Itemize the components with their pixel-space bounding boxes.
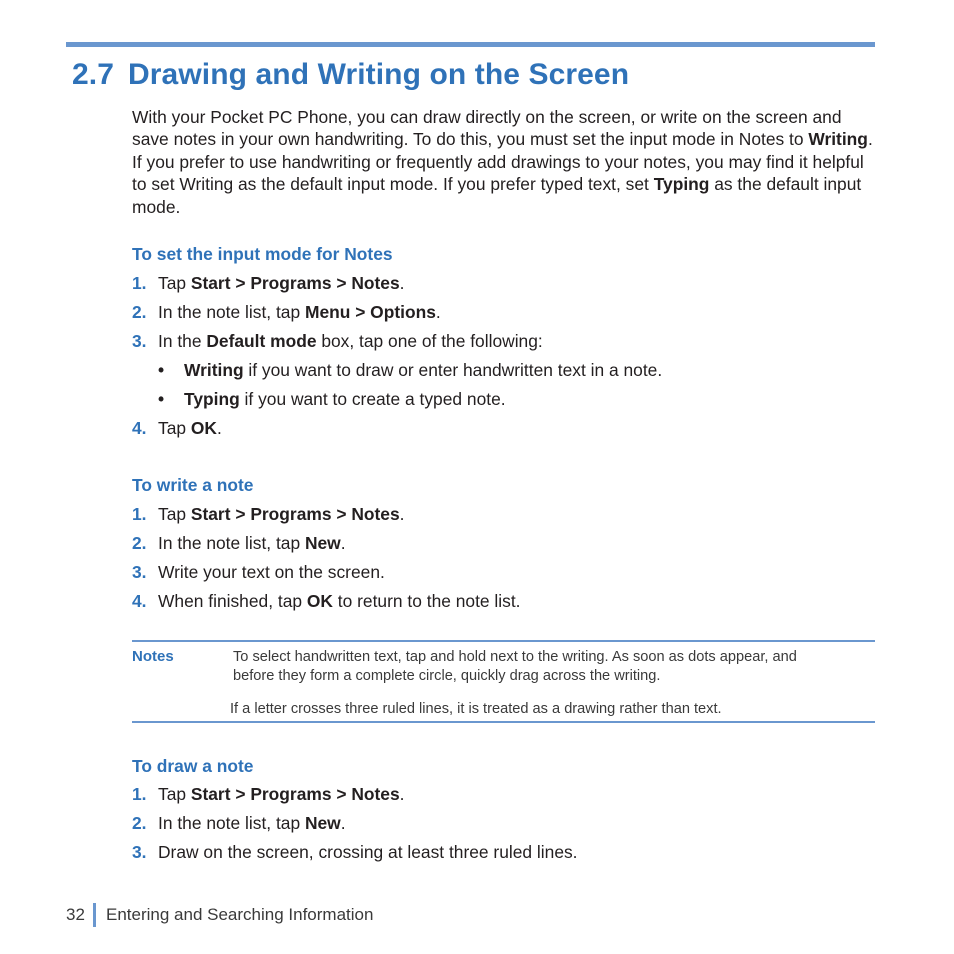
step-text: Draw on the screen, crossing at least three ruled lines. bbox=[158, 842, 578, 862]
step-bold: Start > Programs > Notes bbox=[190, 504, 400, 524]
notes-top-rule bbox=[132, 640, 875, 642]
bullet-icon: • bbox=[158, 389, 165, 409]
intro-bold-writing: Writing bbox=[808, 129, 868, 150]
list-item bbox=[132, 591, 521, 612]
step-text: Tap bbox=[158, 273, 191, 293]
list-item bbox=[132, 302, 441, 323]
bullet-item bbox=[158, 360, 662, 381]
list-item bbox=[132, 562, 385, 583]
step-text: . bbox=[399, 784, 405, 804]
step-text: . bbox=[340, 813, 346, 833]
step-text: Tap bbox=[158, 418, 191, 438]
step-text: to return to the note list. bbox=[332, 591, 521, 611]
step-bold: Menu > Options bbox=[304, 302, 436, 322]
bullet-bold: Writing bbox=[184, 360, 244, 380]
step-number: 2. bbox=[132, 302, 147, 322]
notes-text-1: To select handwritten text, tap and hold next to the writing. As soon as dots appear, and bbox=[233, 649, 797, 665]
notes-text-3: If a letter crosses three ruled lines, it is treated as a drawing rather than text. bbox=[230, 701, 722, 717]
step-number: 1. bbox=[132, 784, 147, 804]
step-text: . bbox=[216, 418, 222, 438]
list-item bbox=[132, 273, 404, 294]
step-number: 2. bbox=[132, 813, 147, 833]
heading-set-input-mode: To set the input mode for Notes bbox=[132, 244, 393, 264]
top-rule bbox=[66, 42, 875, 47]
step-number: 4. bbox=[132, 591, 147, 611]
bullet-icon: • bbox=[158, 360, 165, 380]
step-text: . bbox=[340, 533, 346, 553]
step-text: Tap bbox=[158, 784, 191, 804]
step-bold: Start > Programs > Notes bbox=[190, 273, 400, 293]
step-bold: OK bbox=[306, 591, 333, 611]
step-text: In the note list, tap bbox=[158, 302, 305, 322]
step-bold: OK bbox=[190, 418, 217, 438]
step-number: 3. bbox=[132, 331, 147, 351]
intro-text-3: as the default input mode. bbox=[132, 174, 862, 217]
step-number: 3. bbox=[132, 562, 147, 582]
step-bold: Default mode bbox=[206, 331, 317, 351]
heading-write-note: To write a note bbox=[132, 475, 254, 495]
bullet-item bbox=[158, 389, 506, 410]
bullet-text: if you want to draw or enter handwritten text in a note. bbox=[243, 360, 663, 380]
step-bold: Start > Programs > Notes bbox=[190, 784, 400, 804]
step-text: When finished, tap bbox=[158, 591, 307, 611]
step-text: Tap bbox=[158, 504, 191, 524]
step-bold: New bbox=[304, 533, 341, 553]
step-number: 2. bbox=[132, 533, 147, 553]
notes-label: Notes bbox=[132, 648, 174, 665]
notes-text-2: before they form a complete circle, quickly drag across the writing. bbox=[233, 668, 661, 684]
step-text: box, tap one of the following: bbox=[316, 331, 543, 351]
list-item bbox=[132, 533, 346, 554]
list-item bbox=[132, 331, 543, 352]
list-item bbox=[132, 813, 346, 834]
footer-divider bbox=[93, 903, 96, 927]
step-text: . bbox=[399, 504, 405, 524]
step-text: . bbox=[435, 302, 441, 322]
step-text: . bbox=[399, 273, 405, 293]
notes-bottom-rule bbox=[132, 721, 875, 723]
step-text: In the note list, tap bbox=[158, 533, 305, 553]
intro-bold-typing: Typing bbox=[653, 174, 710, 195]
chapter-title: Entering and Searching Information bbox=[106, 905, 374, 924]
step-number: 4. bbox=[132, 418, 147, 438]
intro-text-1: With your Pocket PC Phone, you can draw directly on the screen, or write on the screen and save notes in your own handwriting. To do this, you must set the input mode in Notes to bbox=[132, 107, 842, 150]
step-text: Write your text on the screen. bbox=[158, 562, 385, 582]
bullet-text: if you want to create a typed note. bbox=[239, 389, 506, 409]
step-number: 3. bbox=[132, 842, 147, 862]
step-text: In the bbox=[158, 331, 207, 351]
section-title: Drawing and Writing on the Screen bbox=[128, 58, 630, 91]
step-number: 1. bbox=[132, 273, 147, 293]
list-item bbox=[132, 418, 222, 439]
page-title bbox=[72, 58, 629, 92]
intro-text-2: . If you prefer to use handwriting or frequently add drawings to your notes, you may find it helpful to set Writing as the default input mode. If you prefer typed text, set bbox=[132, 129, 873, 195]
bullet-bold: Typing bbox=[184, 389, 240, 409]
list-item bbox=[132, 842, 578, 863]
step-text: In the note list, tap bbox=[158, 813, 305, 833]
step-bold: New bbox=[304, 813, 341, 833]
step-number: 1. bbox=[132, 504, 147, 524]
list-item bbox=[132, 784, 404, 805]
section-number: 2.7 bbox=[72, 58, 115, 91]
list-item bbox=[132, 504, 404, 525]
heading-draw-note: To draw a note bbox=[132, 756, 254, 776]
page-number: 32 bbox=[66, 905, 85, 924]
intro-paragraph bbox=[132, 106, 877, 218]
